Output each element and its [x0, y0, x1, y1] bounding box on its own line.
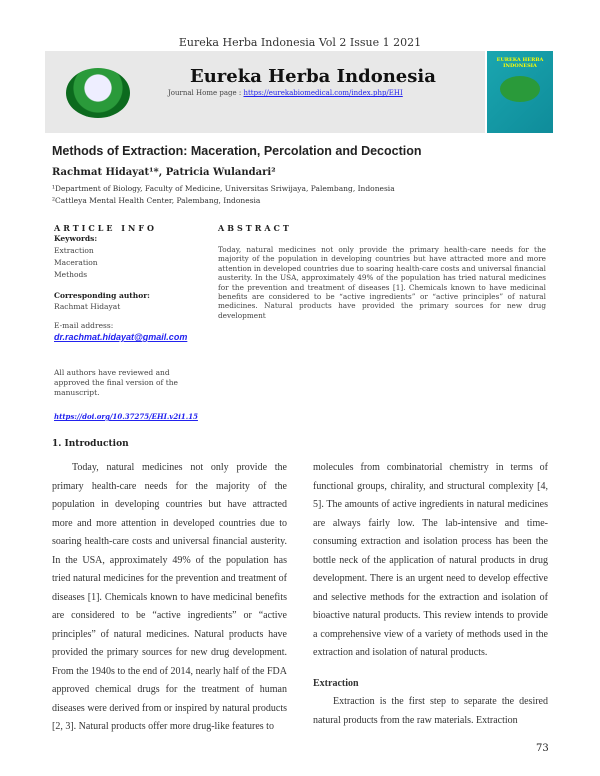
paragraph: Today, natural medicines not only provide the primary health-care needs for the majority of the population in developing countries but have attracted more and more attention in developed countries due to soaring health-care costs and universal financial austerity. In the USA, approximately 49% of the population has tried natural medicines for the prevention and treatment of diseases [1]. Chemicals known to have medicinal benefits are considered to be “active ingredients” or “active principles” of natural medicines. Natural products have provided the primary sources for new drug development. From the 1940s to the end of 2014, nearly half of the FDA approved chemical drugs for the treatment of human diseases were derived from or inspired by natural products [2, 3]. Natural products offer more drug-like features to [52, 462, 287, 732]
affiliation: ²Cattleya Mental Health Center, Palembang, Indonesia [52, 196, 261, 205]
email-link[interactable]: dr.rachmat.hidayat@gmail.com [54, 332, 188, 342]
keywords-label: Keywords: [54, 234, 98, 243]
abstract-heading: ABSTRACT [218, 223, 292, 233]
paragraph: Extraction is the first step to separate the desired natural products from the raw materials. Extraction [313, 696, 548, 726]
journal-homepage [168, 89, 403, 97]
journal-cover [487, 51, 553, 133]
homepage-link[interactable]: https://eurekabiomedical.com/index.php/EHI [243, 89, 403, 97]
corresponding-author: Rachmat Hidayat [54, 302, 121, 311]
running-header: Eureka Herba Indonesia Vol 2 Issue 1 2021 [178, 36, 422, 49]
left-column [52, 459, 287, 737]
cover-logo [500, 76, 540, 102]
review-note: All authors have reviewed and approved the final version of the manuscript. [54, 368, 178, 397]
corresponding-label: Corresponding author: [54, 291, 150, 300]
keyword: Maceration [54, 258, 98, 267]
doi-link[interactable]: https://doi.org/10.37275/EHI.v2i1.15 [54, 412, 198, 421]
article-title: Methods of Extraction: Maceration, Percolation and Decoction [52, 144, 422, 158]
authors: Rachmat Hidayat¹*, Patricia Wulandari² [52, 167, 276, 178]
section-heading: 1. Introduction [52, 439, 129, 449]
right-column [313, 459, 548, 730]
keyword: Extraction [54, 246, 94, 255]
cover-title: EUREKA HERBA INDONESIA [496, 57, 544, 69]
page-number: 73 [536, 743, 549, 754]
keyword: Methods [54, 270, 88, 279]
affiliation: ¹Department of Biology, Faculty of Medicine, Universitas Sriwijaya, Palembang, Indonesia [52, 184, 395, 193]
abstract-text: Today, natural medicines not only provide the primary health-care needs for the majority of the population in developing countries but have attracted more and more attention in developed countries due to soaring health-care costs and universal financial austerity. In the USA, approximately 49% of the population has tried natural medicines for the prevention and treatment of diseases [1]. Chemicals known to have medicinal benefits are considered to be “active ingredients” or “active principles” of natural medicines. Natural products have provided the primary sources for new drug development [218, 245, 546, 320]
paragraph: molecules from combinatorial chemistry in terms of functional groups, chirality, and structural complexity [4, 5]. The amounts of active ingredients in natural medicines are always fairly low. The lab-intensive and time-consuming extraction and isolation process has been the bottle neck of the application of natural products in drug development. There is an urgent need to develop effective and selective methods for the extraction and isolation of bioactive natural products. This review intends to provide a comprehensive view of a variety of methods used in the extraction and isolation of natural products. [313, 462, 548, 658]
article-info-heading: ARTICLE INFO [54, 223, 157, 233]
subsection-heading: Extraction [313, 677, 359, 689]
journal-logo [66, 68, 130, 118]
article-info [54, 223, 214, 421]
homepage-label: Journal Home page : [168, 89, 242, 97]
email-label: E-mail address: [54, 321, 114, 330]
journal-name: Eureka Herba Indonesia [190, 66, 436, 87]
